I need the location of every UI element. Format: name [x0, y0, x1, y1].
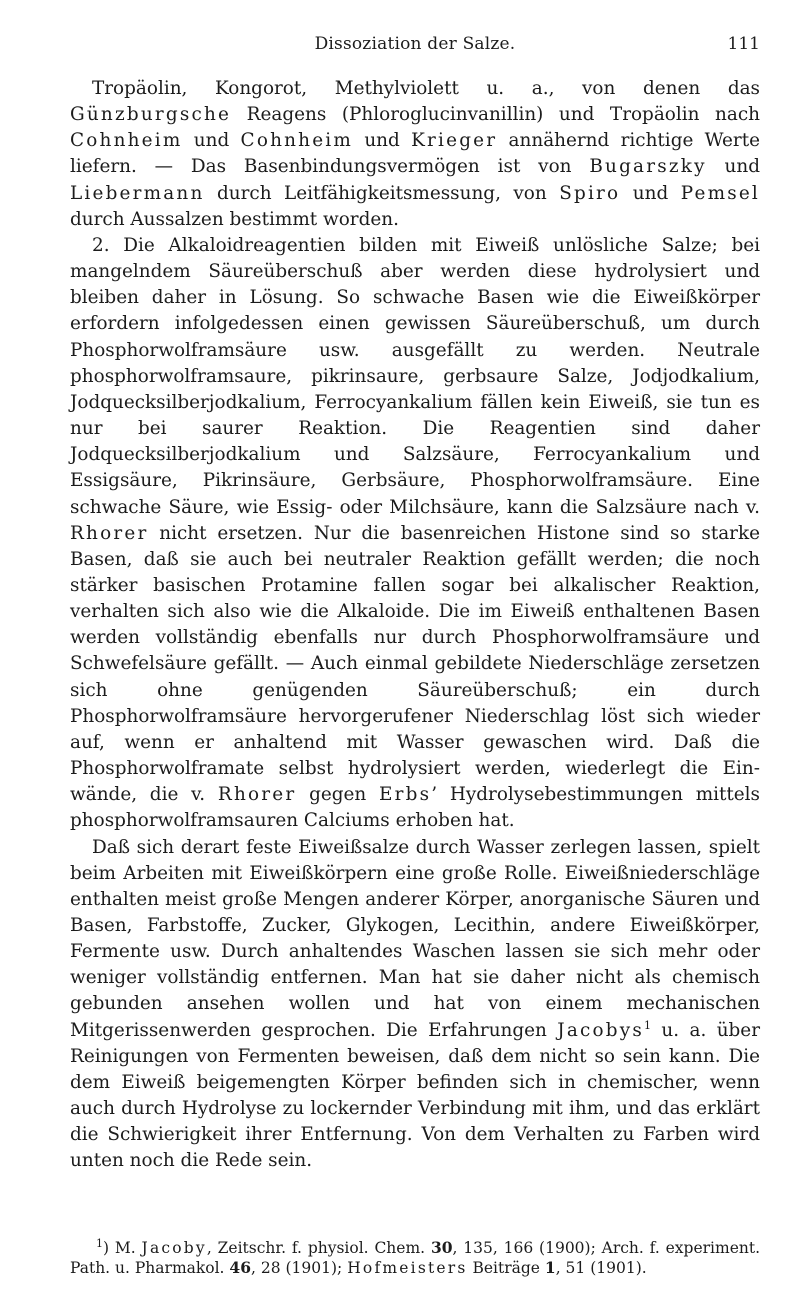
- author-name: Jacoby: [141, 1239, 207, 1257]
- text-run: , 28 (1901);: [251, 1259, 348, 1277]
- text-run: und: [620, 182, 681, 204]
- author-name: Liebermann: [70, 182, 205, 204]
- text-run: ) M.: [103, 1239, 142, 1257]
- author-name: Jacobys: [557, 1019, 645, 1041]
- volume-number: 1: [544, 1258, 556, 1277]
- author-name: Hofmeisters: [347, 1259, 468, 1277]
- author-name: Cohnheim: [70, 130, 183, 152]
- text-run: Daß sich derart feste Eiweißsalze durch Wasser zerlegen lassen, spielt beim Arbeiten mit Eiweißkörpern eine große Rolle. Eiweißniederschläge enthalten meist große Mengen anderer Körper, anorganische Säuren und Basen, Farbstoffe, Zucker, Glykogen, Lecithin, andere Eiweißkörper, Fermente usw. Durch anhaltendes Waschen lassen sie sich mehr oder weniger vollständig entfernen. Man hat sie daher nicht als chemisch gebunden ansehen wollen und hat von einem mechanischen Mitgerissenwerden gesprochen. Die Erfahrungen: [70, 836, 760, 1041]
- text-run: annähernd richtige Werte liefern. — Das Basenbindungsvermögen ist von: [70, 130, 760, 178]
- text-run: und: [353, 130, 412, 152]
- footnote-marker: 1: [644, 1018, 652, 1032]
- author-name: Rhorer: [217, 784, 297, 806]
- page-header: [70, 34, 760, 60]
- text-run: ’ Hydrolysebestimmungen mittels phosphorwolframsauren Calciums erhoben hat.: [70, 784, 760, 832]
- text-run: durch Aussalzen bestimmt worden.: [70, 208, 399, 230]
- author-name: Cohnheim: [240, 130, 354, 152]
- text-run: Tropäolin, Kongorot, Methylviolett u. a., von denen das: [92, 78, 760, 99]
- author-name: Bugarszky: [589, 156, 707, 178]
- paragraph: [70, 835, 760, 1175]
- text-run: , 51 (1901).: [555, 1259, 647, 1277]
- volume-number: 46: [229, 1258, 251, 1277]
- page-number: 111: [727, 34, 760, 54]
- text-run: , 135, 166 (1900); Arch. f. experiment. Path. u. Pharmakol.: [70, 1239, 761, 1277]
- author-name: Pemsel: [680, 182, 761, 204]
- text-run: Reagens (Phloroglucinvanillin) und Tropäolin nach: [231, 104, 760, 126]
- text-run: , Zeitschr. f. physiol. Chem.: [206, 1239, 431, 1257]
- text-run: nicht ersetzen. Nur die basenreichen Histone sind so starke Basen, daß sie auch bei neutraler Reaktion gefällt werden; die noch stärker basischen Protamine fallen sogar bei alkalischer Reaktion, verhalten sich also wie die Alkaloide. Die im Eiweiß enthaltenen Basen werden vollständig ebenfalls nur durch Phosphorwolframsäure und Schwefelsäure gefällt. — Auch einmal gebildete Niederschläge zersetzen sich ohne genügenden Säureüberschuß; ein durch Phosphorwolframsäure hervorgerufener Niederschlag löst sich wieder auf, wenn er anhaltend mit Wasser gewaschen wird. Daß die Phosphorwolframate selbst hydrolysiert werden, wiederlegt die Einwände, die v.: [70, 522, 760, 806]
- footnotes: [70, 1238, 760, 1278]
- footnote-marker: 1: [96, 1236, 103, 1250]
- paragraph: [70, 233, 760, 835]
- text-run: gegen: [296, 784, 380, 806]
- text-run: und: [182, 130, 241, 152]
- text-run: 2. Die Alkaloidreagentien bilden mit Eiweiß unlösliche Salze; bei mangelndem Säureüberschuß aber werden diese hydrolysiert und bleiben daher in Lösung. So schwache Basen wie die Eiweißkörper erfordern infolgedessen einen gewissen Säureüberschuß, um durch Phosphorwolframsäure usw. ausgefällt zu werden. Neutrale phosphorwolframsaure, pikrinsaure, gerbsaure Salze, Jodjodkalium, Jodquecksilberjodkalium, Ferrocyankalium fällen kein Eiweiß, sie tun es nur bei saurer Reaktion. Die Reagentien sind daher Jodquecksilberjodkalium und Salzsäure, Ferrocyankalium und Essigsäure, Pikrinsäure, Gerbsäure, Phosphorwolframsäure. Eine schwache Säure, wie Essig- oder Milchsäure, kann die Salzsäure nach v.: [70, 234, 760, 518]
- text-run: durch Leitfähigkeitsmessung, von: [204, 182, 560, 204]
- running-title: Dissoziation der Salze.: [314, 34, 516, 54]
- author-name: Erbs: [379, 784, 432, 806]
- text-run: u. a. über Reinigungen von Fermenten beweisen, daß dem nicht so sein kann. Die dem Eiweiß beigemengten Körper befinden sich in chemischer, wenn auch durch Hydrolyse zu lockernder Verbindung mit ihm, und das erklärt die Schwierigkeit ihrer Entfernung. Von dem Verhalten zu Farben wird unten noch die Rede sein.: [70, 1019, 760, 1172]
- footnote: [70, 1238, 760, 1278]
- author-name: Spiro: [559, 182, 621, 204]
- body-text: [70, 76, 760, 1175]
- text-run: Beiträge: [467, 1259, 545, 1277]
- paragraph: [70, 76, 760, 233]
- author-name: Günzburgsche: [70, 104, 232, 126]
- text-run: und: [706, 156, 760, 178]
- author-name: Krieger: [411, 130, 498, 152]
- volume-number: 30: [430, 1238, 453, 1257]
- author-name: Rhorer: [70, 522, 149, 544]
